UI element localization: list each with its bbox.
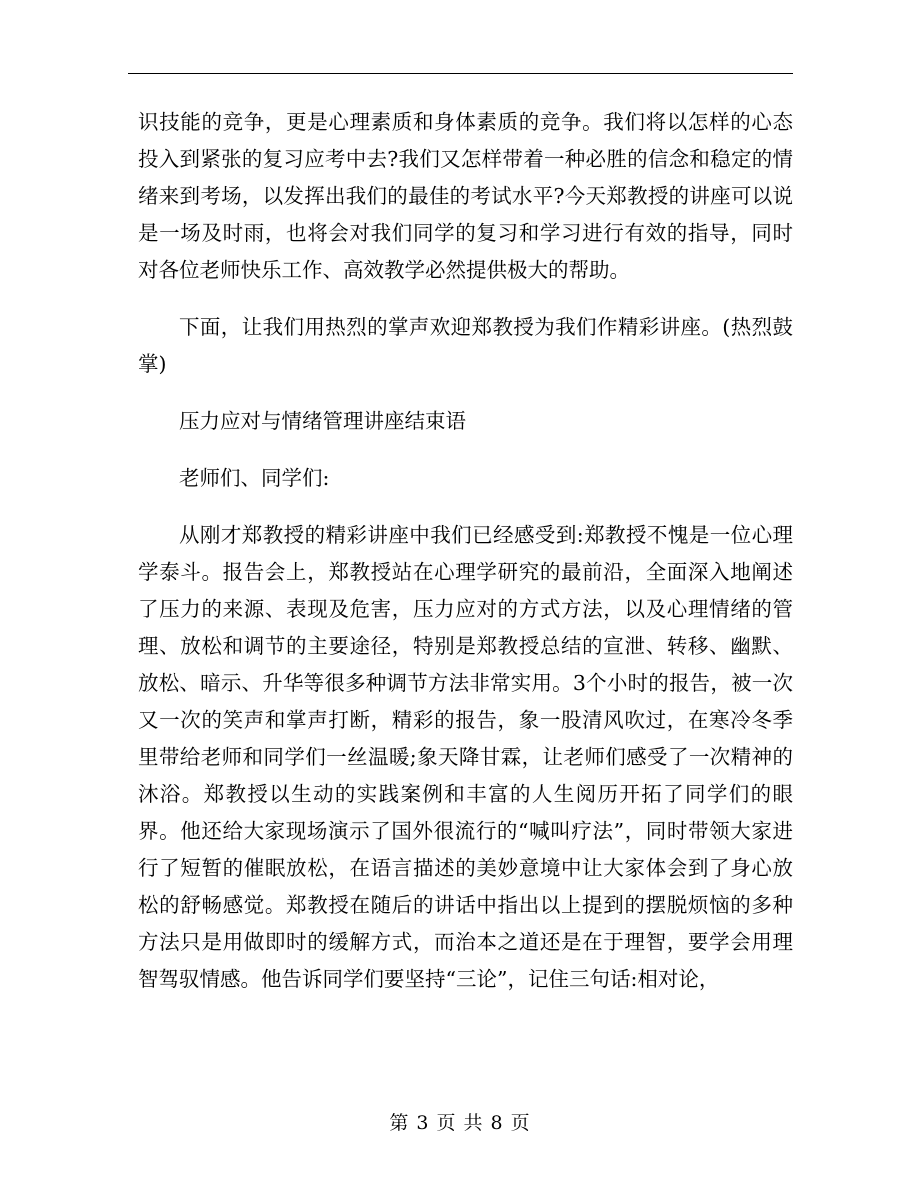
header-divider <box>128 73 793 74</box>
section-title: 压力应对与情绪管理讲座结束语 <box>179 409 466 433</box>
salutation: 老师们、同学们: <box>179 466 330 490</box>
document-body <box>138 104 793 1018</box>
paragraph-summary: 从刚才郑教授的精彩讲座中我们已经感受到:郑教授不愧是一位心理学泰斗。报告会上，郑教授站在心理学研究的最前沿，全面深入地阐述了压力的来源、表现及危害，压力应对的方式方法，以及心理情绪的管理、放松和调节的主要途径，特别是郑教授总结的宣泄、转移、幽默、放松、暗示、升华等很多种调节方法非常实用。3个小时的报告，被一次又一次的笑声和掌声打断，精彩的报告，象一股清风吹过，在寒冷冬季里带给老师和同学们一丝温暖;象天降甘霖，让老师们感受了一次精神的沐浴。郑教授以生动的实践案例和丰富的人生阅历开拓了同学们的眼界。他还给大家现场演示了国外很流行的“喊叫疗法”，同时带领大家进行了短暂的催眠放松，在语言描述的美妙意境中让大家体会到了身心放松的舒畅感觉。郑教授在随后的讲话中指出以上提到的摆脱烦恼的多种方法只是用做即时的缓解方式，而治本之道还是在于理智，要学会用理智驾驭情感。他告诉同学们要坚持“三论”，记住三句话:相对论， <box>138 523 793 991</box>
paragraph-intro-continued: 识技能的竞争，更是心理素质和身体素质的竞争。我们将以怎样的心态投入到紧张的复习应考中去?我们又怎样带着一种必胜的信念和稳定的情绪来到考场，以发挥出我们的最佳的考试水平?今天郑教授的讲座可以说是一场及时雨，也将会对我们同学的复习和学习进行有效的指导，同时对各位老师快乐工作、高效教学必然提供极大的帮助。 <box>138 110 793 282</box>
paragraph-welcome: 下面，让我们用热烈的掌声欢迎郑教授为我们作精彩讲座。(热烈鼓掌) <box>138 315 793 376</box>
page-number: 第 3 页 共 8 页 <box>389 1112 531 1134</box>
